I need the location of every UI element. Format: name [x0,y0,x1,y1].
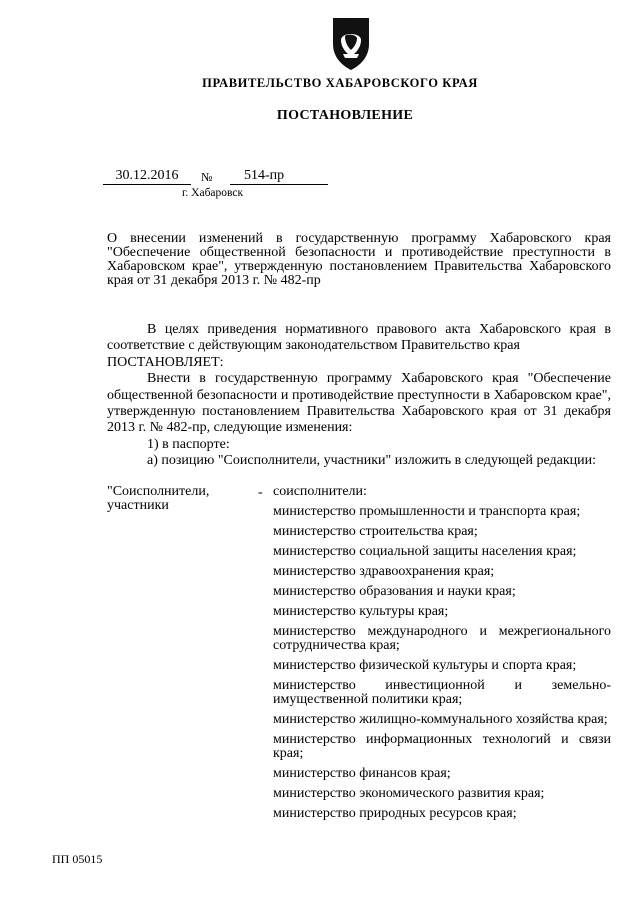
list-item: министерство международного и межрегионального сотрудничества края; [273,624,611,653]
paragraph: Внести в государственную программу Хабаровского края "Обеспечение общественной безопасности и противодействие преступности в Хабаровском крае", утвержденную постановлением Правительства Хабаровского края от 31 декабря 2013 г. № 482-пр, следующие изменения: [107,371,611,436]
number-sign: № [201,170,213,184]
document-title: О внесении изменений в государственную программу Хабаровского края "Обеспечение общественной безопасности и противодействие преступности в Хабаровском крае", утвержденную постановлением Правительства Хабаровского края от 31 декабря 2013 г. № 482-пр [107,231,611,288]
list-item: министерство информационных технологий и связи края; [273,732,611,761]
list-item: министерство финансов края; [273,766,451,781]
list-item: министерство строительства края; [273,524,478,539]
position-label: "Соисполнители, участники [107,484,210,513]
list-item: министерство образования и науки края; [273,584,516,599]
document-number: 514-пр [230,168,328,185]
list-item: министерство здравоохранения края; [273,564,495,579]
list-item: соисполнители: [273,484,367,499]
decree-word: ПОСТАНОВЛЯЕТ: [107,354,224,370]
list-item: министерство природных ресурсов края; [273,806,517,821]
footer-code: ПП 05015 [52,852,103,866]
organization-name: ПРАВИТЕЛЬСТВО ХАБАРОВСКОГО КРАЯ [202,76,478,90]
document-body [107,322,611,470]
paragraph: 1) в паспорте: [147,436,230,452]
position-dash: - [258,485,263,500]
list-item: министерство физической культуры и спорта края; [273,658,577,673]
city: г. Хабаровск [182,187,244,199]
paragraph: а) позицию "Соисполнители, участники" изложить в следующей редакции: [147,453,597,469]
list-item: министерство инвестиционной и земельно-имущественной политики края; [273,678,611,707]
list-item: министерство экономического развития края; [273,786,545,801]
document-type: ПОСТАНОВЛЕНИЕ [276,108,414,123]
coat-of-arms-emblem [329,14,373,72]
list-item: министерство промышленности и транспорта края; [273,504,581,519]
participants-list [273,485,611,827]
list-item: министерство жилищно-коммунального хозяйства края; [273,712,608,727]
document-date: 30.12.2016 [103,168,191,185]
paragraph: В целях приведения нормативного правового акта Хабаровского края в соответствие с действующим законодательством Правительство края [107,322,611,354]
list-item: министерство социальной защиты населения края; [273,544,577,559]
list-item: министерство культуры края; [273,604,449,619]
